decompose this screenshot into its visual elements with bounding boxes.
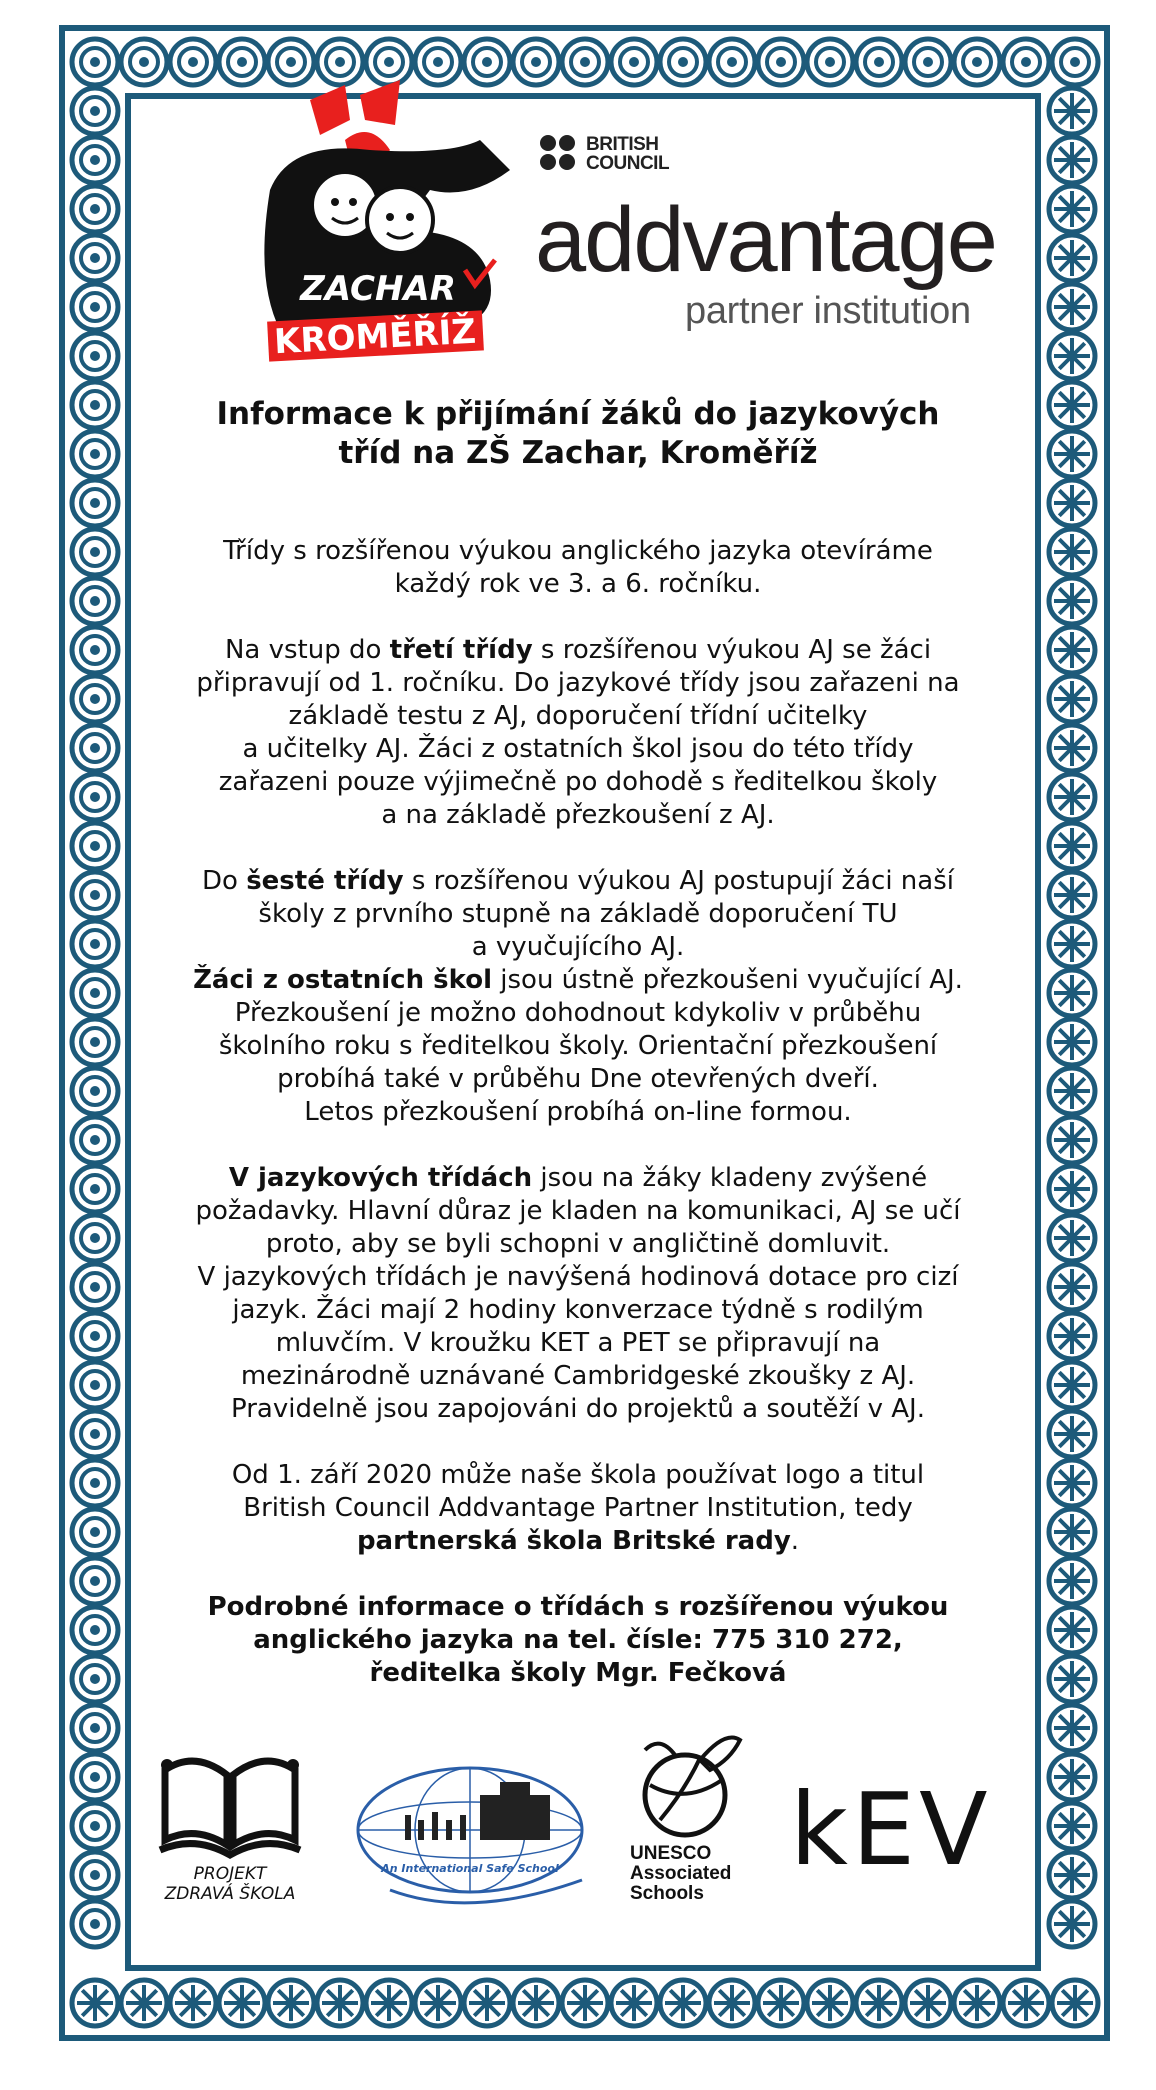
frame-ornament-icon	[72, 1460, 118, 1506]
frame-ornament-icon	[1049, 1362, 1095, 1408]
frame-ornament-icon	[72, 382, 118, 428]
frame-ornament-icon	[72, 1558, 118, 1604]
frame-ornament-icon	[1049, 1705, 1095, 1751]
frame-ornament-icon	[954, 39, 1000, 85]
frame-ornament-icon	[1049, 1607, 1095, 1653]
flyer-content	[150, 80, 1006, 1980]
frame-ornament-icon	[1049, 872, 1095, 918]
frame-ornament-icon	[660, 39, 706, 85]
frame-ornament-icon	[72, 1980, 118, 2026]
frame-ornament-icon	[268, 39, 314, 85]
frame-ornament-icon	[1049, 431, 1095, 477]
kev-logo: kEV	[790, 1771, 992, 1888]
frame-ornament-icon	[317, 39, 363, 85]
paragraph-british-council: Od 1. září 2020 může naše škola používat logo a titul British Council Addvantage Partner Institution, tedy partnerská škola Britské rady.	[231, 1460, 925, 1556]
frame-ornament-icon	[72, 1411, 118, 1457]
frame-ornament-icon	[1049, 1215, 1095, 1261]
frame-ornament-icon	[72, 137, 118, 183]
frame-ornament-icon	[72, 1656, 118, 1702]
frame-ornament-icon	[72, 88, 118, 134]
frame-ornament-icon	[72, 823, 118, 869]
frame-ornament-icon	[1049, 627, 1095, 673]
unesco-associated-schools-logo	[630, 1730, 760, 1920]
british-council-text: BRITISH COUNCIL	[586, 134, 670, 174]
frame-ornament-icon	[1049, 921, 1095, 967]
frame-ornament-icon	[1049, 529, 1095, 575]
frame-ornament-icon	[905, 39, 951, 85]
open-book-icon	[155, 1750, 305, 1860]
kromeriz-text: KROMĚŘÍŽ	[273, 311, 477, 363]
frame-ornament-icon	[72, 872, 118, 918]
frame-ornament-icon	[72, 921, 118, 967]
frame-ornament-icon	[1049, 382, 1095, 428]
frame-ornament-icon	[72, 284, 118, 330]
frame-ornament-icon	[1049, 235, 1095, 281]
frame-ornament-icon	[170, 39, 216, 85]
frame-ornament-icon	[1049, 1166, 1095, 1212]
frame-ornament-icon	[1049, 137, 1095, 183]
frame-ornament-icon	[72, 774, 118, 820]
body-text	[150, 535, 1006, 1690]
british-council-mark	[540, 135, 669, 173]
safe-school-caption: An International Safe School	[381, 1862, 559, 1875]
frame-ornament-icon	[611, 39, 657, 85]
frame-ornament-icon	[1049, 1264, 1095, 1310]
unesco-globe-icon	[630, 1730, 760, 1840]
frame-ornament-icon	[72, 1166, 118, 1212]
frame-ornament-icon	[1049, 823, 1095, 869]
frame-ornament-icon	[72, 1313, 118, 1359]
frame-ornament-icon	[1049, 1558, 1095, 1604]
header-logos	[150, 80, 1006, 380]
zachar-text: ZACHAR	[300, 269, 456, 309]
frame-ornament-icon	[1049, 88, 1095, 134]
frame-ornament-icon	[1049, 774, 1095, 820]
frame-ornament-icon	[72, 333, 118, 379]
frame-ornament-icon	[72, 1803, 118, 1849]
frame-ornament-icon	[72, 1509, 118, 1555]
frame-ornament-icon	[856, 39, 902, 85]
frame-ornament-icon	[1049, 1460, 1095, 1506]
unesco-caption: UNESCO Associated Schools	[630, 1843, 732, 1904]
frame-ornament-icon	[1049, 480, 1095, 526]
frame-ornament-icon	[72, 1852, 118, 1898]
frame-ornament-icon	[1049, 1509, 1095, 1555]
frame-ornament-icon	[1049, 1901, 1095, 1947]
frame-ornament-icon	[72, 627, 118, 673]
frame-ornament-icon	[807, 39, 853, 85]
frame-ornament-icon	[72, 39, 118, 85]
frame-ornament-icon	[72, 480, 118, 526]
zachar-school-logo	[250, 80, 520, 370]
frame-ornament-icon	[1049, 725, 1095, 771]
frame-ornament-icon	[1049, 970, 1095, 1016]
frame-ornament-icon	[1049, 1803, 1095, 1849]
paragraph-contact: Podrobné informace o třídách s rozšířenou výukou anglického jazyka na tel. čísle: 775 310 272, ředitelka školy Mgr. Fečková	[207, 1592, 949, 1688]
zdrava-skola-caption: PROJEKT ZDRAVÁ ŠKOLA	[164, 1864, 296, 1904]
frame-ornament-icon	[1049, 284, 1095, 330]
frame-ornament-icon	[72, 970, 118, 1016]
frame-ornament-icon	[1003, 39, 1049, 85]
frame-ornament-icon	[121, 39, 167, 85]
frame-ornament-icon	[72, 235, 118, 281]
frame-ornament-icon	[72, 1607, 118, 1653]
frame-ornament-icon	[1052, 1980, 1098, 2026]
frame-ornament-icon	[72, 431, 118, 477]
frame-ornament-icon	[758, 39, 804, 85]
paragraph-sixth-grade: Do šesté třídy s rozšířenou výukou AJ postupují žáci naší školy z prvního stupně na základě doporučení TU a vyučujícího AJ. Žáci z ostatních škol jsou ústně přezkoušeni vyučující AJ. Přezkoušení je možno dohodnout kdykoliv v průběhu školního roku s ředitelkou školy. Orientační přezkoušení probíhá také v průběhu Dne otevřených dveří. Letos přezkoušení probíhá on-line formou.	[193, 866, 963, 1127]
frame-ornament-icon	[464, 39, 510, 85]
frame-ornament-icon	[72, 1362, 118, 1408]
frame-ornament-icon	[1003, 1980, 1049, 2026]
frame-ornament-icon	[1049, 1068, 1095, 1114]
frame-ornament-icon	[1049, 186, 1095, 232]
frame-ornament-icon	[513, 39, 559, 85]
paragraph-third-grade: Na vstup do třetí třídy s rozšířenou výukou AJ se žáci připravují od 1. ročníku. Do jazykové třídy jsou zařazeni na základě testu z AJ, doporučení třídní učitelky a učitelky AJ. Žáci z ostatních škol jsou do této třídy zařazeni pouze výjimečně po dohodě s ředitelkou školy a na základě přezkoušení z AJ.	[196, 635, 960, 830]
frame-ornament-icon	[1049, 1656, 1095, 1702]
paragraph-intro: Třídy s rozšířenou výukou anglického jazyka otevíráme každý rok ve 3. a 6. ročníku.	[223, 536, 933, 599]
frame-ornament-icon	[1049, 1852, 1095, 1898]
frame-ornament-icon	[1049, 1019, 1095, 1065]
frame-ornament-icon	[415, 39, 461, 85]
british-council-dots-icon	[540, 135, 578, 173]
footer-logos	[150, 1730, 1006, 1990]
frame-ornament-icon	[72, 186, 118, 232]
paragraph-language-classes: V jazykových třídách jsou na žáky kladeny zvýšené požadavky. Hlavní důraz je kladen na komunikaci, AJ se učí proto, aby se byli schopni v angličtině domluvit. V jazykových třídách je navýšená hodinová dotace pro cizí jazyk. Žáci mají 2 hodiny konverzace týdně s rodilým mluvčím. V kroužku KET a PET se připravují na mezinárodně uznávané Cambridgeské zkoušky z AJ. Pravidelně jsou zapojováni do projektů a soutěží v AJ.	[195, 1163, 961, 1424]
frame-ornament-icon	[1049, 1411, 1095, 1457]
frame-ornament-icon	[72, 1019, 118, 1065]
frame-ornament-icon	[562, 39, 608, 85]
partner-institution-text: partner institution	[685, 290, 971, 332]
addvantage-wordmark: addvantage	[535, 189, 996, 291]
frame-ornament-icon	[72, 1754, 118, 1800]
frame-ornament-icon	[72, 578, 118, 624]
frame-ornament-icon	[1052, 39, 1098, 85]
frame-ornament-icon	[1049, 676, 1095, 722]
frame-ornament-icon	[709, 39, 755, 85]
frame-ornament-icon	[72, 1117, 118, 1163]
frame-ornament-icon	[72, 1264, 118, 1310]
frame-ornament-icon	[1049, 578, 1095, 624]
frame-ornament-icon	[72, 725, 118, 771]
frame-ornament-icon	[219, 39, 265, 85]
frame-ornament-icon	[1049, 1754, 1095, 1800]
zdrava-skola-logo	[155, 1750, 305, 1920]
frame-ornament-icon	[72, 529, 118, 575]
frame-ornament-icon	[1049, 1313, 1095, 1359]
frame-ornament-icon	[72, 1705, 118, 1751]
frame-ornament-icon	[72, 1215, 118, 1261]
frame-ornament-icon	[72, 1068, 118, 1114]
frame-ornament-icon	[366, 39, 412, 85]
frame-ornament-icon	[72, 676, 118, 722]
page-title: Informace k přijímání žáků do jazykových tříd na ZŠ Zachar, Kroměříž	[216, 396, 940, 471]
international-safe-school-logo	[350, 1760, 595, 1910]
frame-ornament-icon	[1049, 1117, 1095, 1163]
frame-ornament-icon	[1049, 333, 1095, 379]
frame-ornament-icon	[72, 1901, 118, 1947]
